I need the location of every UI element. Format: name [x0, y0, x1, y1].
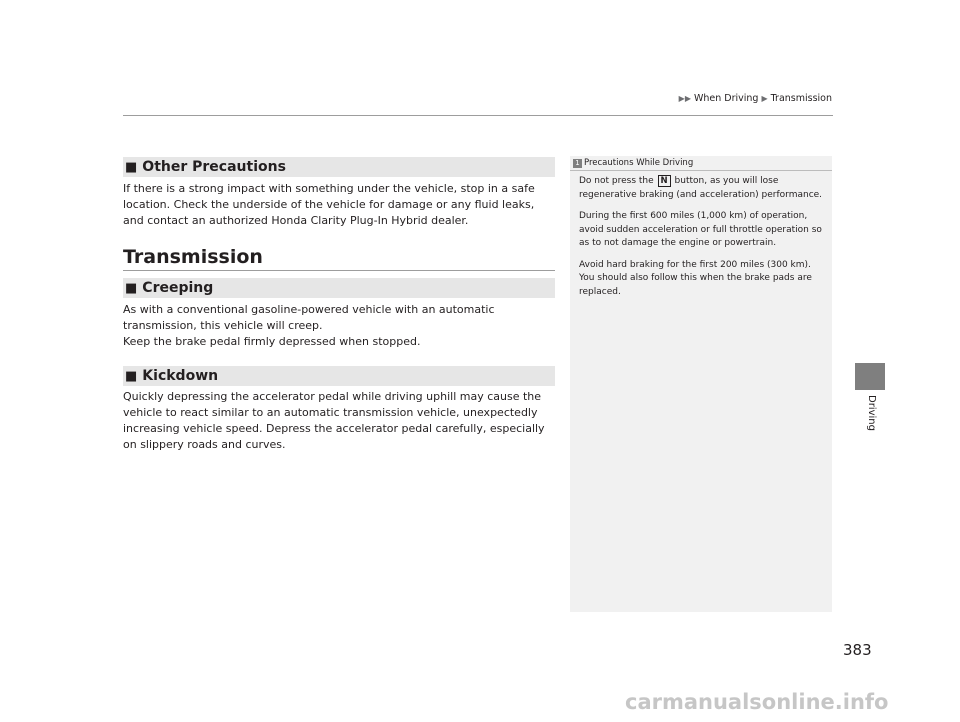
paragraph: Quickly depressing the accelerator pedal while driving uphill may cause the vehicle to react similar to an automatic transmission vehicle, unexpectedly increasing vehicle speed. Depress the accelerator pedal carefully, especially on slippery roads and curves.	[123, 390, 545, 451]
side-note-divider	[570, 170, 832, 171]
side-note-title: Precautions While Driving	[584, 158, 694, 168]
page-number: 383	[843, 641, 872, 659]
text-span: Do not press the	[579, 176, 654, 186]
header-divider	[123, 115, 833, 116]
chapter-tab[interactable]	[855, 363, 885, 390]
section-marker-icon: ■	[125, 368, 138, 384]
section-header-other-precautions	[123, 157, 555, 177]
side-note-paragraph: Avoid hard braking for the first 200 miles (300 km). You should also follow this when the brake pads are replaced.	[579, 259, 812, 297]
watermark-text: carmanualsonline.info	[625, 690, 889, 714]
page-title: Transmission	[123, 246, 263, 268]
creeping-text	[123, 302, 558, 350]
breadcrumb	[679, 93, 832, 104]
chapter-tab-label: Driving	[866, 395, 877, 431]
section-marker-icon: ■	[125, 280, 138, 296]
paragraph: If there is a strong impact with something under the vehicle, stop in a safe location. Check the underside of the vehicle for damage or any fluid leaks, and contact an authorized Honda Clarity Plug-In Hybrid dealer.	[123, 182, 535, 227]
breadcrumb-item-when-driving[interactable]: When Driving	[693, 93, 759, 104]
n-key-icon: N	[658, 175, 671, 187]
section-header-creeping	[123, 278, 555, 298]
side-note-paragraph: During the first 600 miles (1,000 km) of operation, avoid sudden acceleration or full throttle operation so as to not damage the engine or powertrain.	[579, 211, 822, 248]
note-number-badge: 1	[573, 159, 582, 168]
side-note-panel	[570, 156, 832, 612]
side-note-header	[573, 158, 693, 168]
breadcrumb-item-transmission[interactable]: Transmission	[770, 93, 832, 104]
section-header-kickdown	[123, 366, 555, 386]
breadcrumb-arrow-icon: ▶	[761, 94, 768, 103]
section-marker-icon: ■	[125, 159, 138, 175]
other-precautions-text	[123, 181, 558, 229]
kickdown-text	[123, 389, 558, 453]
section-title: Creeping	[142, 280, 214, 296]
side-note-paragraph	[579, 175, 829, 202]
title-divider	[123, 270, 555, 271]
paragraph: Keep the brake pedal firmly depressed when stopped.	[123, 335, 421, 348]
section-title: Kickdown	[142, 368, 219, 384]
breadcrumb-arrow-icon: ▶▶	[678, 94, 691, 103]
paragraph: As with a conventional gasoline-powered vehicle with an automatic transmission, this vehicle will creep.	[123, 303, 495, 332]
section-title: Other Precautions	[142, 159, 286, 175]
text-span: button, as you will lose regenerative braking (and acceleration) performance.	[579, 176, 823, 200]
side-note-text	[579, 175, 829, 307]
